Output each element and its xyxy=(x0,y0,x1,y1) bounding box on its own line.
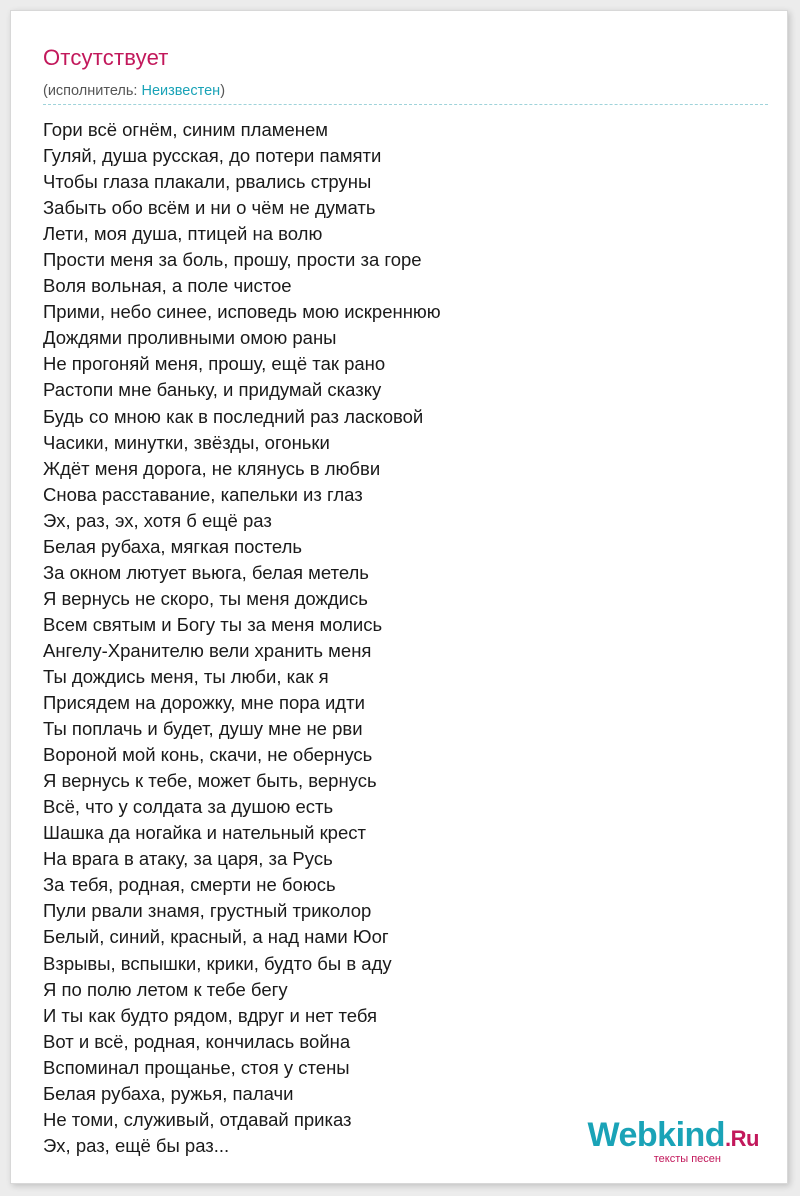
lyric-line: Забыть обо всём и ни о чём не думать xyxy=(43,197,376,219)
lyric-line: Вот и всё, родная, кончилась война xyxy=(43,1030,351,1052)
lyric-line: Я вернусь не скоро, ты меня дождись xyxy=(43,587,368,609)
brand-wordmark xyxy=(588,1117,760,1157)
lyric-line: Не томи, служивый, отдавай приказ xyxy=(43,1108,352,1130)
song-title: Отсутствует xyxy=(43,45,169,70)
lyric-line: Пули рвали знамя, грустный триколор xyxy=(43,900,372,922)
lyric-line: Всё, что у солдата за душою есть xyxy=(43,796,334,818)
lyric-line: Прими, небо синее, исповедь мою искреннюю xyxy=(43,301,441,323)
lyric-line: За окном лютует вьюга, белая метель xyxy=(43,561,369,583)
lyric-line: Всем святым и Богу ты за меня молись xyxy=(43,613,383,635)
lyric-line: Часики, минутки, звёзды, огоньки xyxy=(43,431,330,453)
lyrics-card xyxy=(10,10,788,1184)
brand-tld: .Ru xyxy=(725,1126,759,1151)
lyric-line: И ты как будто рядом, вдруг и нет тебя xyxy=(43,1004,378,1026)
lyric-line: Гуляй, душа русская, до потери памяти xyxy=(43,145,382,167)
lyric-line: Не прогоняй меня, прошу, ещё так рано xyxy=(43,353,386,375)
lyric-line: Растопи мне баньку, и придумай сказку xyxy=(43,379,382,401)
artist-line xyxy=(43,83,225,99)
divider xyxy=(43,104,768,105)
lyric-line: Вспоминал прощанье, стоя у стены xyxy=(43,1056,350,1078)
lyric-line: За тебя, родная, смерти не боюсь xyxy=(43,874,336,896)
lyric-line: Будь со мною как в последний раз ласковой xyxy=(43,405,424,427)
lyric-line: Воля вольная, а поле чистое xyxy=(43,275,292,297)
artist-suffix: ) xyxy=(220,83,226,99)
lyric-line: Белая рубаха, ружья, палачи xyxy=(43,1082,294,1104)
lyric-line: Я вернусь к тебе, может быть, вернусь xyxy=(43,770,377,792)
artist-link[interactable]: Неизвестен xyxy=(141,83,221,99)
lyric-line: Взрывы, вспышки, крики, будто бы в аду xyxy=(43,952,392,974)
lyric-line: На врага в атаку, за царя, за Русь xyxy=(43,848,333,870)
brand-name: Webkind xyxy=(587,1116,726,1154)
lyric-line: Я по полю летом к тебе бегу xyxy=(43,978,288,1000)
lyric-line: Дождями проливными омою раны xyxy=(43,327,337,349)
lyric-line: Шашка да ногайка и нательный крест xyxy=(43,822,366,844)
lyric-line: Ты поплачь и будет, душу мне не рви xyxy=(43,718,363,740)
lyric-line: Снова расставание, капельки из глаз xyxy=(43,483,363,505)
artist-prefix: (исполнитель: xyxy=(43,83,142,99)
lyric-line: Ангелу-Хранителю вели хранить меня xyxy=(43,639,372,661)
lyric-line: Белый, синий, красный, а над нами Юог xyxy=(43,926,389,948)
lyric-line: Гори всё огнём, синим пламенем xyxy=(43,119,328,140)
lyrics-list xyxy=(43,117,441,1159)
lyric-line: Эх, раз, ещё бы раз... xyxy=(43,1134,230,1156)
lyric-line: Ты дождись меня, ты люби, как я xyxy=(43,665,329,687)
lyric-line: Прости меня за боль, прошу, прости за горе xyxy=(43,249,422,271)
lyric-line: Эх, раз, эх, хотя б ещё раз xyxy=(43,509,272,531)
brand-logo[interactable] xyxy=(588,1117,760,1165)
lyric-line: Белая рубаха, мягкая постель xyxy=(43,535,303,557)
lyric-line: Чтобы глаза плакали, рвались струны xyxy=(43,171,372,193)
lyric-line: Вороной мой конь, скачи, не обернусь xyxy=(43,744,373,766)
brand-tagline: тексты песен xyxy=(653,1153,721,1165)
lyric-line: Лети, моя душа, птицей на волю xyxy=(43,223,323,245)
lyric-line: Присядем на дорожку, мне пора идти xyxy=(43,692,365,714)
lyric-line: Ждёт меня дорога, не клянусь в любви xyxy=(43,457,381,479)
